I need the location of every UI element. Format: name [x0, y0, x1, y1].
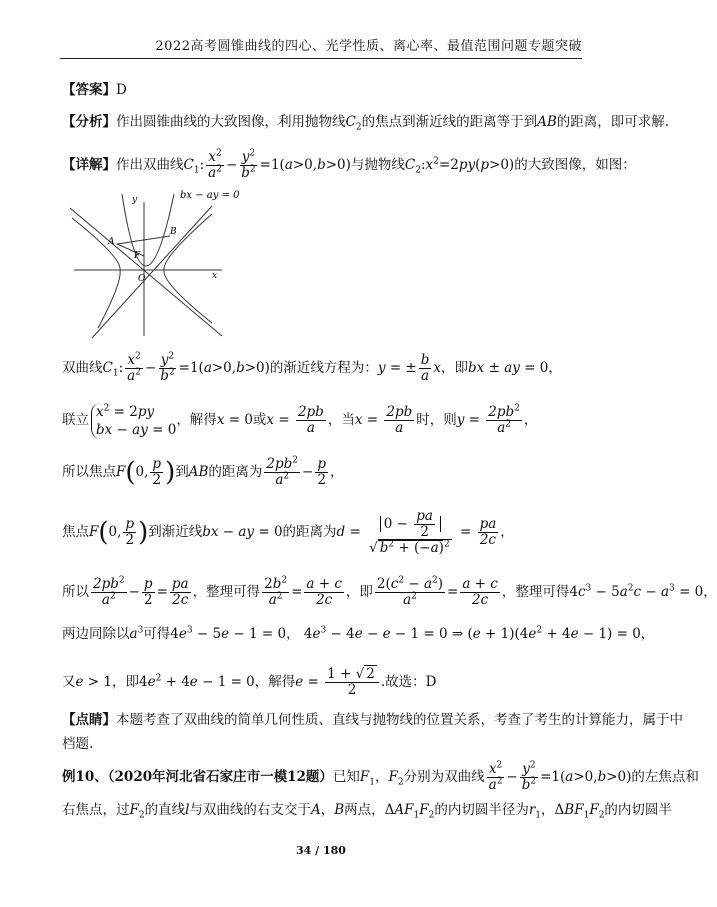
math-y-root: y = $\frac{2pb^2}{a^2}$ — [456, 403, 520, 436]
analysis-text-c: 的距离，即可求解. — [556, 114, 670, 130]
math-triangle-bf1f2: $\Delta BF_1F_2$ — [554, 802, 605, 821]
equation-text-a: 所以 — [62, 584, 89, 600]
math-c2: $C_2$ — [345, 114, 362, 133]
detail-label: 【详解】 — [62, 157, 116, 173]
example-line — [62, 760, 699, 794]
solve-text-f: ， — [523, 412, 538, 428]
math-hyperbola-eq-2: $C_1$: $\frac{x^2}{a^2}$ − $\frac{y^2}{b^2}$ =1(a>0,b>0) — [102, 351, 270, 384]
dist-line-line — [62, 502, 590, 563]
math-equation-4: $4c^3 - 5a^2c - a^3 = 0$ — [569, 583, 704, 600]
example-line-2 — [62, 800, 672, 821]
page-header: 2022高考圆锥曲线的四心、光学性质、离心率、最值范围问题专题突破 — [60, 38, 582, 59]
asymptote-text-d: ， — [548, 360, 562, 376]
point-a-label: A — [108, 237, 115, 247]
math-a-b: A，B — [310, 802, 345, 818]
math-dist-ab: $\frac{2pb^2}{a^2}$ − $\frac{p}{2}$ — [266, 455, 326, 488]
comment-line — [62, 710, 683, 730]
point-f-label: F — [134, 251, 141, 261]
dist-line-text-d: ， — [500, 524, 514, 540]
math-a-cubed: $a^3$ — [129, 625, 144, 642]
solve-text-b: ，解得 — [176, 412, 217, 428]
conic-figure — [62, 188, 252, 338]
comment-text-2: 档题. — [62, 736, 94, 752]
comment-text: 本题考查了双曲线的简单几何性质、直线与抛物线的位置关系，考查了考生的计算能力，属于中 — [116, 712, 683, 728]
answer-bracket-close: 】 — [102, 82, 116, 98]
math-equation-3: $\frac{2(c^2 - a^2)}{a^2}$ = $\frac{a + c}{2c}$ — [376, 575, 498, 608]
comment-label: 【点睛】 — [62, 712, 116, 728]
math-parabola-eq: $C_2:x^2=2py(p>0)$ — [404, 156, 515, 176]
solve-text-c: 或 — [252, 412, 267, 428]
divide-text-a: 两边同除以 — [62, 626, 130, 642]
math-x-zero: x = 0 — [216, 412, 253, 428]
divide-text-b: 可得 — [143, 626, 171, 642]
page-number: 34 / 180 — [296, 844, 346, 857]
equation-text-e: ， — [703, 584, 717, 600]
example-text-i: ， — [541, 802, 555, 818]
example-title: 例10、（2020年河北省石家庄市一模12题） — [62, 769, 333, 785]
example-text-h: 的内切圆半径为 — [434, 802, 529, 818]
dist-ab-text-b: 到 — [175, 464, 189, 480]
result-text-b: ，即 — [111, 674, 139, 690]
y-axis-label: y — [132, 195, 138, 205]
solve-text-a: 联立 — [62, 412, 89, 428]
detail-text-b: 与抛物线 — [350, 157, 405, 173]
parabola — [122, 194, 174, 266]
answer-label: 答案 — [75, 82, 103, 98]
divide-line — [62, 624, 655, 644]
equation-text-b: ，整理可得 — [192, 584, 261, 600]
math-e-gt-1: e > 1 — [75, 674, 112, 690]
math-e-value: e = $\frac{1 + √ 2}{2}$ — [295, 674, 381, 690]
analysis-label: 【分析】 — [62, 114, 116, 130]
result-text-c: ，解得 — [254, 674, 296, 690]
example-text-g: 两点， — [344, 802, 385, 818]
solve-text-d: ，当 — [327, 412, 355, 428]
x-axis-label: x — [212, 271, 218, 281]
math-ab-2: AB — [188, 464, 209, 480]
math-divide-eq: $4e^3 - 5e - 1 = 0$， $4e^3 - 4e - e - 1 = 0$ ⇒ $(e + 1)(4e^2 + 4e - 1) = 0$ — [170, 625, 641, 642]
example-text-f: 与双曲线的右支交于 — [189, 802, 311, 818]
solve-text-e: 时，则 — [416, 412, 457, 428]
math-x-root: x = $\frac{2pb}{a}$ — [266, 404, 324, 436]
math-ab: AB — [537, 114, 557, 130]
point-o-label: O — [138, 274, 146, 284]
math-asymptote-eq-2: bx ± ay = 0 — [468, 360, 549, 376]
math-quadratic: $4e^2 + 4e - 1 = 0$ — [138, 673, 255, 690]
analysis-text-b: 的焦点到渐近线的距离等于到 — [361, 114, 538, 130]
dist-line-text-b: 到渐近线 — [148, 524, 203, 540]
equation-text-d: ，整理可得 — [501, 584, 570, 600]
example-text-c: 的左焦点和 — [631, 769, 699, 785]
answer-bracket-open: 【 — [62, 82, 76, 98]
math-distance-formula: d = 0 − $\frac{pa}{2}$ √ $b^2 + (-a)^2$ = $\frac{pa}{2c}$ — [336, 508, 497, 556]
point-b-label: B — [170, 227, 177, 237]
equation-text-c: ，即 — [345, 584, 373, 600]
example-text-b: 分别为双曲线 — [403, 769, 485, 785]
dist-line-text-a: 焦点 — [62, 524, 89, 540]
solve-line — [62, 400, 590, 440]
result-line — [62, 662, 590, 702]
result-text-d: .故选：D — [380, 674, 437, 690]
asymptote-text-b: 的渐近线方程为： — [269, 360, 378, 376]
result-text-a: 又 — [62, 674, 76, 690]
analysis-text-a: 作出圆锥曲线的大致图像，利用抛物线 — [116, 114, 346, 130]
math-f2: $F_2$ — [129, 802, 145, 821]
math-hyperbola-eq: $C_1$: $\frac{x^2}{a^2}$ − $\frac{y^2}{b^2}$ =1(a>0,b>0) — [183, 148, 351, 181]
example-text-d: 右焦点，过 — [62, 802, 130, 818]
answer-value: D — [116, 82, 127, 98]
math-system: $x^2 = 2py$ bx − ay = 0 — [91, 403, 176, 439]
answer-line — [62, 80, 590, 100]
divide-text-c: ， — [640, 626, 655, 642]
math-equation-1: $\frac{2pb^2}{a^2}$ − $\frac{p}{2}$ = $\frac{pa}{2c}$ — [93, 575, 189, 608]
equation-line — [62, 572, 717, 612]
detail-text-c: 的大致图像，如图： — [514, 157, 636, 173]
hyperbola-left-branch — [72, 218, 120, 328]
math-l: l — [185, 802, 190, 818]
math-asymptote-eq-3: bx − ay = 0 — [202, 524, 283, 540]
asymptote-line — [62, 350, 590, 386]
dist-ab-text-c: 的距离为 — [208, 464, 263, 480]
analysis-line — [62, 112, 670, 133]
example-text-j: 的内切圆半 — [604, 802, 672, 818]
detail-line — [62, 148, 636, 182]
detail-text-a: 作出双曲线 — [116, 157, 184, 173]
math-focus-point: F(0, $\frac{p}{2}$ ) — [116, 456, 176, 488]
asymptote-text-c: ，即 — [441, 360, 469, 376]
dist-ab-text-a: 所以焦点 — [62, 464, 116, 480]
example-text-e: 的直线 — [144, 802, 186, 818]
dist-ab-text-d: ， — [329, 464, 344, 480]
asymptote-line-2 — [92, 206, 212, 338]
math-foci: $F_1$，$F_2$ — [359, 769, 404, 788]
math-focus-point-2: F(0, $\frac{p}{2}$ ) — [89, 516, 149, 548]
math-asymptote-eq: y = ± $\frac{b}{a}$ x — [377, 352, 442, 384]
example-text-a: 已知 — [332, 769, 360, 785]
math-equation-2: $\frac{2b^2}{a^2}$ = $\frac{a + c}{2c}$ — [264, 575, 342, 608]
dist-line-text-c: 的距离为 — [282, 524, 337, 540]
math-triangle-af1f2: $\Delta AF_1F_2$ — [384, 802, 435, 821]
comment-line-2 — [62, 734, 590, 754]
asymptote-text-a: 双曲线 — [62, 360, 103, 376]
math-x-root-2: x = $\frac{2pb}{a}$ — [354, 404, 413, 436]
line-equation-label: bx − ay = 0 — [180, 190, 240, 201]
math-r1: $r_1$ — [528, 802, 542, 821]
math-hyperbola-eq-3: $\frac{x^2}{a^2}$ − $\frac{y^2}{b^2}$ =1(a>0,b>0) — [488, 760, 632, 793]
dist-ab-line — [62, 452, 590, 493]
asymptote-line-1 — [70, 208, 222, 336]
